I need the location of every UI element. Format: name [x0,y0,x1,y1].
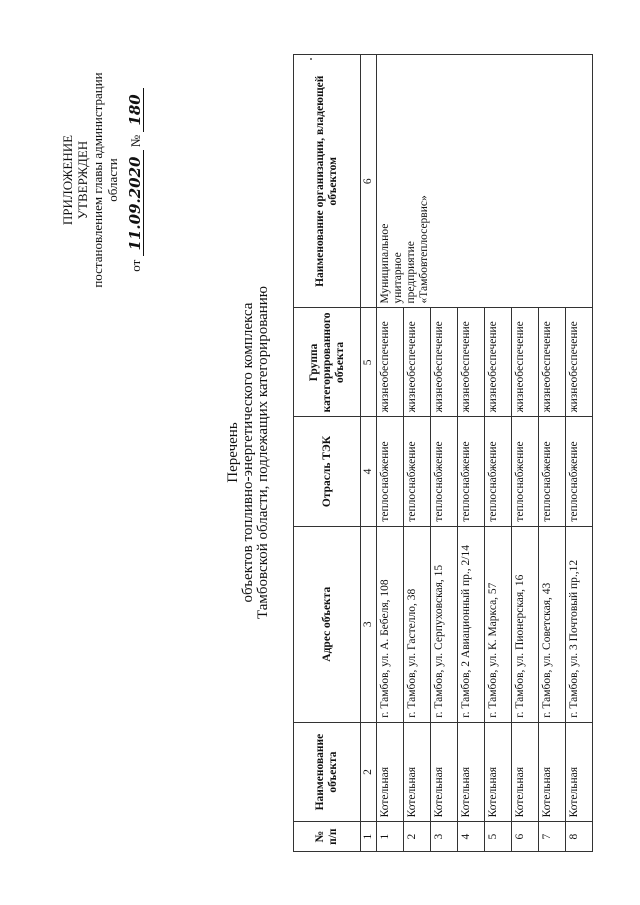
object-name: Котельная [566,722,593,822]
row-number: 8 [566,822,593,852]
approved-label: УТВЕРЖДЕН [75,140,90,220]
col-number-5: 5 [361,308,377,417]
object-group: жизнеобеспечение [566,308,593,417]
industry: теплоснабжение [485,417,512,526]
row-number: 4 [458,822,485,852]
object-name: Котельная [485,722,512,822]
header-number: № п/п [294,822,361,852]
table-header-row [294,55,361,852]
industry: теплоснабжение [539,417,566,526]
object-group: жизнеобеспечение [404,308,431,417]
industry: теплоснабжение [377,417,404,526]
industry: теплоснабжение [431,417,458,526]
col-number-1: 1 [361,822,377,852]
from-label: от [128,259,143,272]
object-address: г. Тамбов, ул. Гастелло, 38 [404,526,431,722]
header-organization: Наименование организации, владеющей объектом [294,55,361,308]
industry: теплоснабжение [566,417,593,526]
column-numbers-row [361,55,377,852]
decree-label: постановлением главы администрации области [90,72,120,288]
organization-line: унитарное [392,252,404,304]
object-address: г. Тамбов, ул. К. Маркса, 57 [485,526,512,722]
number-label: № [128,134,143,148]
title-line-1: Перечень [225,422,241,483]
object-name: Котельная [377,722,404,822]
object-address: г. Тамбов, ул. Советская, 43 [539,526,566,722]
row-number: 6 [512,822,539,852]
row-number: 2 [404,822,431,852]
object-address: г. Тамбов, ул. Пионерская, 16 [512,526,539,722]
row-number: 7 [539,822,566,852]
document-title [226,0,271,905]
scan-speck [310,58,312,60]
object-group: жизнеобеспечение [485,308,512,417]
object-group: жизнеобеспечение [458,308,485,417]
approval-stamp [60,50,144,310]
organization-line: Муниципальное [379,223,391,304]
title-line-3: Тамбовской области, подлежащих категорированию [255,285,271,620]
object-name: Котельная [431,722,458,822]
object-group: жизнеобеспечение [431,308,458,417]
industry: теплоснабжение [512,417,539,526]
organization-cell [377,55,593,308]
object-group: жизнеобеспечение [377,308,404,417]
col-number-2: 2 [361,722,377,822]
row-number: 5 [485,822,512,852]
handwritten-date: 11.09.2020 [128,151,144,257]
object-address: г. Тамбов, ул. Серпуховская, 15 [431,526,458,722]
object-address: г. Тамбов, ул. 3 Почтовый пр.,12 [566,526,593,722]
object-name: Котельная [539,722,566,822]
object-group: жизнеобеспечение [512,308,539,417]
date-number-line [128,50,144,310]
header-object-name: Наименование объекта [294,722,361,822]
object-address: г. Тамбов, 2 Авиационный пр., 2/14 [458,526,485,722]
organization-line: предприятие [405,241,417,304]
organization-line: «Тамбовтеплосервис» [418,195,430,304]
col-number-3: 3 [361,526,377,722]
industry: теплоснабжение [458,417,485,526]
object-name: Котельная [458,722,485,822]
object-name: Котельная [404,722,431,822]
row-number: 1 [377,822,404,852]
header-address: Адрес объекта [294,526,361,722]
objects-table [293,54,593,852]
col-number-4: 4 [361,417,377,526]
header-industry: Отрасль ТЭК [294,417,361,526]
title-line-2: объектов топливно-энергетического комплекса [240,302,256,603]
industry: теплоснабжение [404,417,431,526]
object-group: жизнеобеспечение [539,308,566,417]
col-number-6: 6 [361,55,377,308]
header-group: Группа категорированного объекта [294,308,361,417]
table-row [377,55,404,852]
object-name: Котельная [512,722,539,822]
object-address: г. Тамбов, ул. А. Бебеля, 108 [377,526,404,722]
row-number: 3 [431,822,458,852]
appendix-label: ПРИЛОЖЕНИЕ [60,134,75,226]
handwritten-number: 180 [128,88,144,131]
